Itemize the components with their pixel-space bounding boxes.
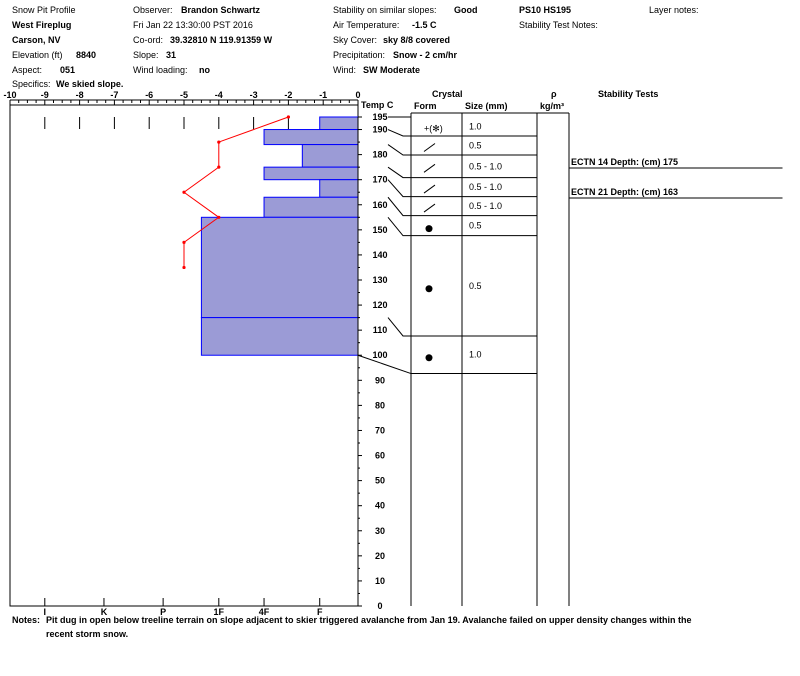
- hardness-layer: [302, 145, 358, 168]
- location: West Fireplug: [12, 20, 72, 30]
- size-header: Size (mm): [465, 101, 508, 111]
- temp-header: Temp C: [361, 100, 394, 110]
- hardness-layer: [201, 318, 358, 356]
- decomposing-fragments-icon: [424, 185, 435, 193]
- height-tick-label: 110: [372, 325, 388, 336]
- hardness-layer: [264, 130, 358, 145]
- decomposing-fragments-icon: [424, 164, 435, 172]
- hardness-tick-label: I: [43, 607, 47, 617]
- temp-tick-label: 0: [355, 90, 361, 100]
- temperature-point: [182, 241, 185, 244]
- temperature-point: [287, 115, 290, 118]
- temp-tick-label: -10: [3, 90, 17, 100]
- datetime: Fri Jan 22 13:30:00 PST 2016: [133, 20, 253, 30]
- crystal-size-value: 0.5: [469, 140, 482, 151]
- hardness-layer: [320, 180, 358, 198]
- precip-label: Precipitation:: [333, 50, 386, 60]
- density-unit-header: kg/m³: [540, 101, 565, 111]
- sky-label: Sky Cover:: [333, 35, 378, 45]
- rounded-grains-icon: [426, 225, 433, 232]
- height-tick-label: 100: [372, 350, 388, 361]
- stability-label: Stability on similar slopes:: [333, 5, 437, 15]
- notes-label: Notes:: [12, 615, 41, 625]
- temp-tick-label: -5: [179, 90, 189, 100]
- height-tick-label: 160: [372, 199, 388, 210]
- crystal-size-value: 0.5 - 1.0: [469, 201, 503, 212]
- layer-connector: [388, 180, 411, 197]
- crystal-size-value: 0.5: [469, 220, 482, 231]
- notes-line-1: Pit dug in open below treeline terrain on slope adjacent to skier triggered avalanche from Jan 19. Avalanche failed on upper density changes within the: [46, 615, 692, 625]
- wind-value: SW Moderate: [363, 65, 421, 75]
- stability-notes-label: Stability Test Notes:: [519, 20, 598, 30]
- rho-header: ρ: [551, 89, 557, 99]
- wind-loading-value: no: [199, 65, 210, 75]
- temp-tick-label: -1: [319, 90, 328, 100]
- air-temp-value: -1.5 C: [412, 20, 437, 30]
- height-tick-label: 180: [372, 149, 388, 160]
- temp-tick-label: -2: [284, 90, 293, 100]
- decomposing-fragments-icon: [424, 144, 435, 152]
- notes-line-2: recent storm snow.: [46, 629, 129, 639]
- layer-connector: [388, 130, 411, 136]
- aspect-label: Aspect:: [12, 65, 43, 75]
- layer-connector: [388, 197, 411, 215]
- height-tick-label: 60: [374, 450, 386, 461]
- layer-connector: [388, 217, 411, 235]
- height-tick-label: 120: [372, 300, 388, 311]
- temperature-point: [217, 216, 220, 219]
- hardness-layer: [264, 167, 358, 180]
- height-tick-label: 195: [372, 112, 388, 122]
- height-tick-label: 80: [374, 400, 386, 411]
- stability-test-label: ECTN 14 Depth: (cm) 175: [571, 157, 679, 167]
- stability-test-label: ECTN 21 Depth: (cm) 163: [571, 187, 679, 197]
- hardness-tick-label: 1F: [213, 607, 225, 617]
- crystal-header: Crystal: [432, 89, 463, 99]
- height-tick-label: 140: [372, 249, 388, 260]
- layer-connector: [388, 318, 411, 336]
- hardness-tick-label: P: [160, 607, 167, 617]
- height-tick-label: 0: [377, 601, 383, 611]
- coord-value: 39.32810 N 119.91359 W: [170, 35, 273, 45]
- precip-value: Snow - 2 cm/hr: [393, 50, 458, 60]
- hardness-tick-label: K: [100, 607, 108, 617]
- hardness-tick-label: F: [316, 607, 323, 617]
- slope-label: Slope:: [133, 50, 159, 60]
- height-tick-label: 40: [374, 500, 386, 511]
- title: Snow Pit Profile: [12, 5, 76, 15]
- ps-hs: PS10 HS195: [519, 5, 572, 15]
- region: Carson, NV: [12, 35, 61, 45]
- rounded-grains-icon: [426, 285, 433, 292]
- temperature-point: [182, 266, 185, 269]
- height-tick-label: 10: [374, 575, 386, 586]
- temperature-point: [217, 140, 220, 143]
- crystal-size-value: 0.5: [469, 280, 482, 291]
- stability-value: Good: [454, 5, 478, 15]
- temp-tick-label: -9: [40, 90, 49, 100]
- height-tick-label: 50: [374, 475, 386, 486]
- wind-label: Wind:: [333, 65, 357, 75]
- height-tick-label: 90: [374, 375, 386, 386]
- crystal-size-value: 0.5 - 1.0: [469, 161, 503, 172]
- decomposing-fragments-icon: [424, 204, 435, 212]
- height-tick-label: 190: [372, 124, 388, 135]
- aspect-value: 051: [60, 65, 76, 75]
- stability-tests-header: Stability Tests: [598, 89, 659, 99]
- height-tick-label: 20: [374, 550, 386, 561]
- temp-tick-label: -6: [145, 90, 154, 100]
- slope-value: 31: [166, 50, 177, 60]
- height-tick-label: 30: [374, 525, 386, 536]
- crystal-size-value: 1.0: [469, 121, 482, 132]
- hardness-layer: [320, 117, 358, 130]
- temp-tick-label: -7: [110, 90, 119, 100]
- temperature-point: [182, 191, 185, 194]
- form-header: Form: [414, 101, 437, 111]
- height-tick-label: 170: [372, 174, 388, 185]
- hardness-tick-label: 4F: [258, 607, 270, 617]
- specifics-value: We skied slope.: [56, 79, 124, 89]
- temp-tick-label: -8: [75, 90, 84, 100]
- temperature-point: [217, 166, 220, 169]
- rounded-grains-icon: [426, 354, 433, 361]
- elevation-label: Elevation (ft): [12, 50, 63, 60]
- height-tick-label: 70: [374, 425, 386, 436]
- height-tick-label: 130: [372, 275, 388, 285]
- observer-label: Observer:: [133, 5, 173, 15]
- layer-connector: [388, 167, 411, 177]
- hardness-layer: [264, 197, 358, 217]
- crystal-size-value: 1.0: [469, 349, 482, 360]
- coord-label: Co-ord:: [133, 35, 164, 45]
- temp-tick-label: -3: [249, 90, 258, 100]
- layer-connector: [388, 145, 411, 155]
- precipitation-particles-icon: +(✻): [424, 123, 443, 134]
- crystal-size-value: 0.5 - 1.0: [469, 182, 503, 193]
- wind-loading-label: Wind loading:: [133, 65, 188, 75]
- layer-notes-label: Layer notes:: [649, 5, 699, 15]
- air-temp-label: Air Temperature:: [333, 20, 400, 30]
- specifics-label: Specifics:: [12, 79, 51, 89]
- observer-value: Brandon Schwartz: [181, 5, 261, 15]
- height-tick-label: 150: [372, 224, 388, 235]
- temp-tick-label: -4: [214, 90, 223, 100]
- sky-value: sky 8/8 covered: [383, 35, 451, 45]
- hardness-layer: [201, 217, 358, 317]
- elevation-value: 8840: [76, 50, 97, 60]
